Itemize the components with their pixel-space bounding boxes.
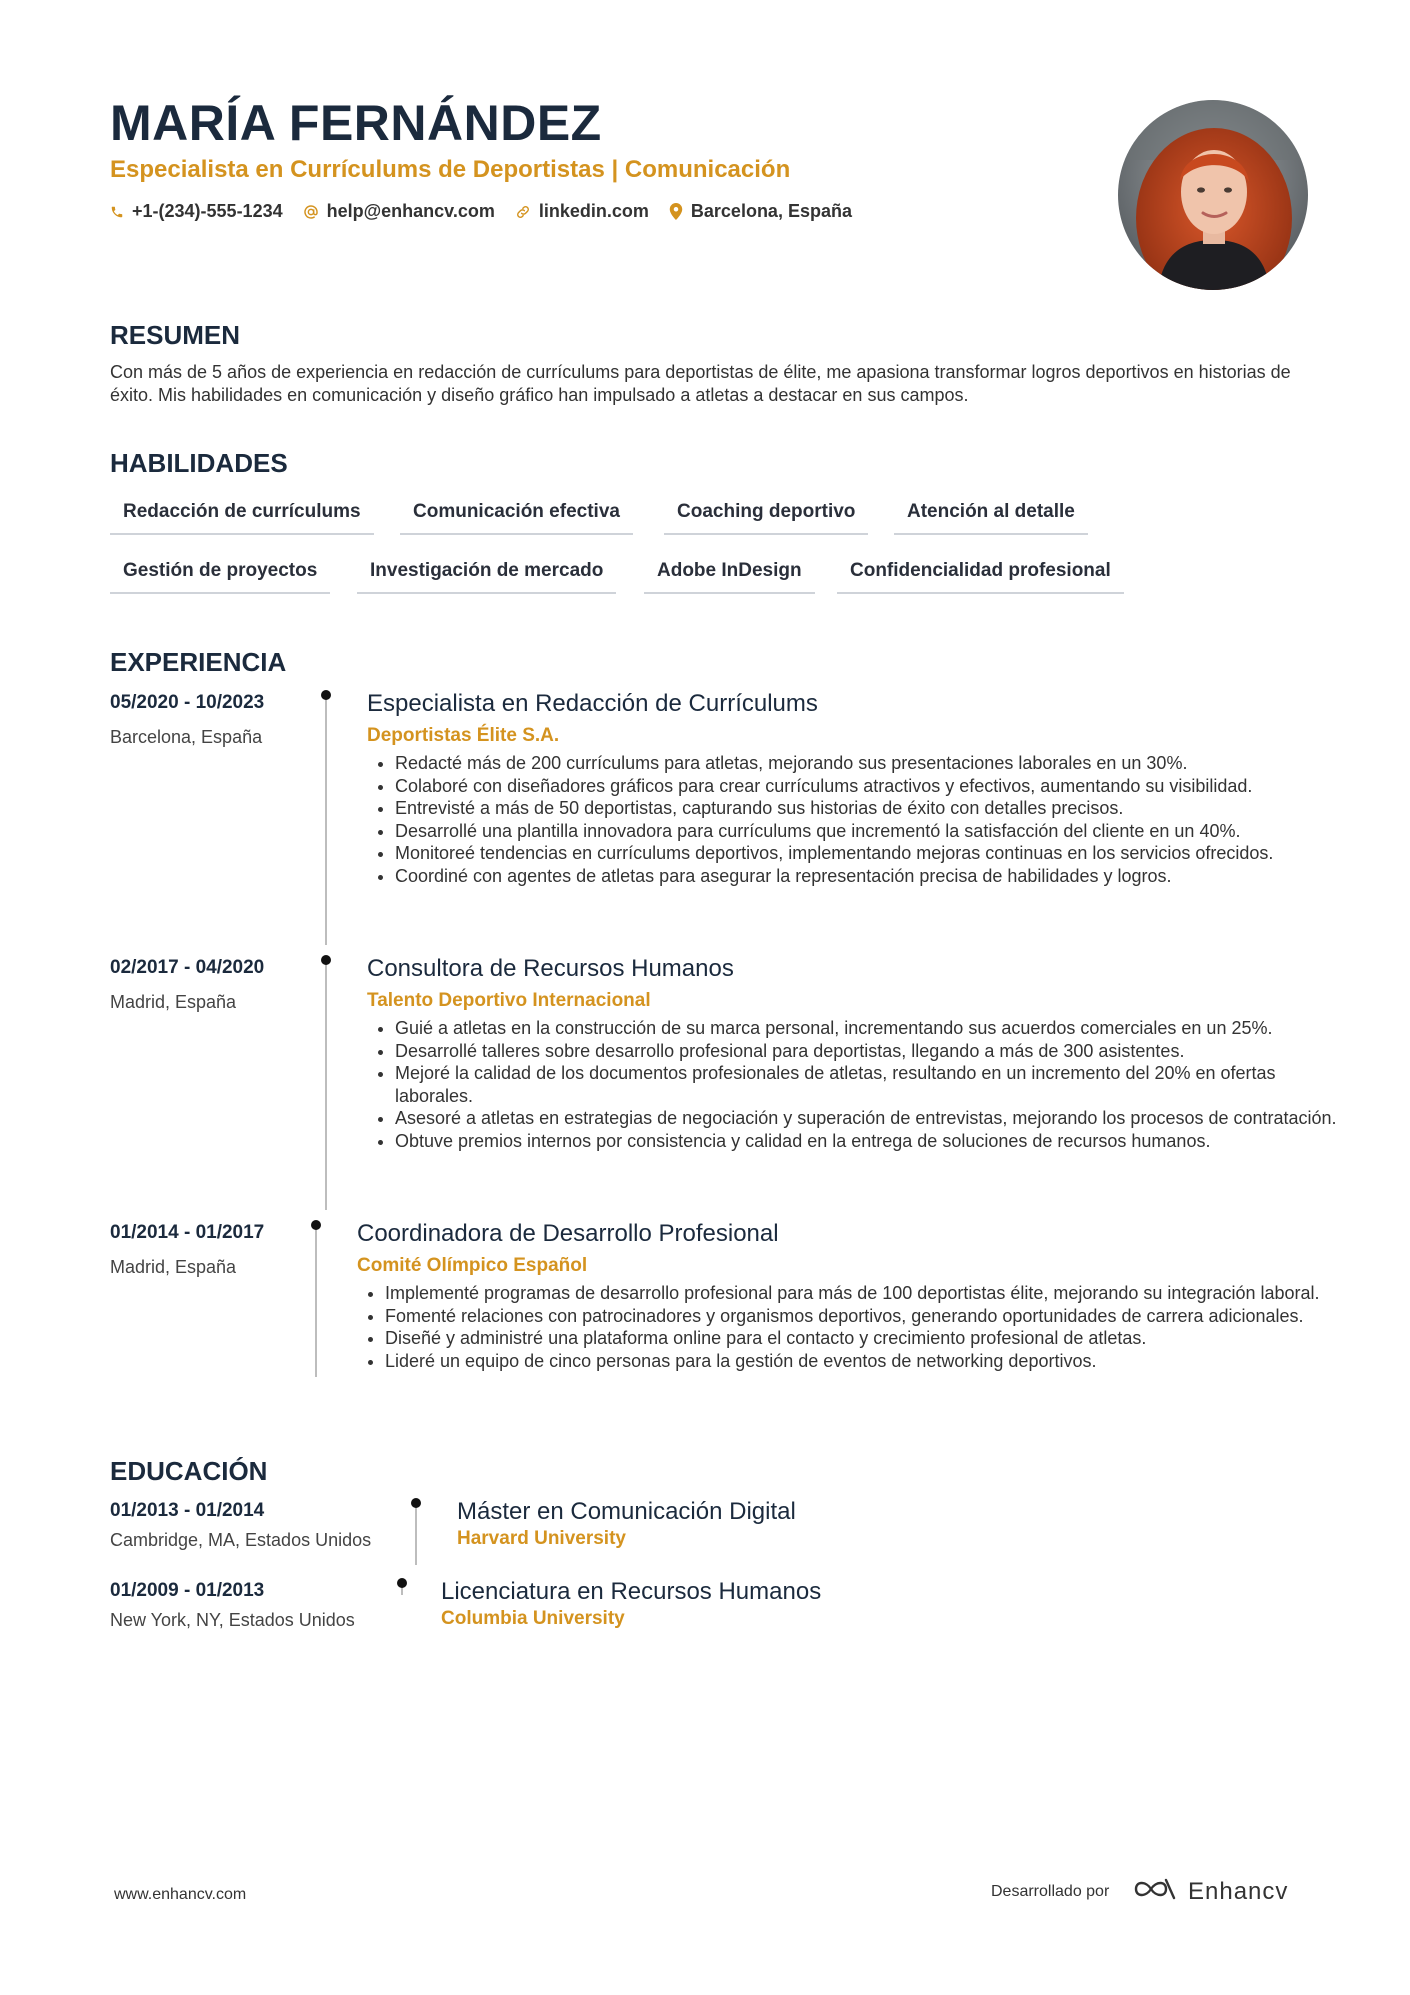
job-location: Barcelona, España xyxy=(110,727,263,747)
skill-tag: Adobe InDesign xyxy=(644,560,815,594)
enhancv-logo-icon xyxy=(1132,1876,1178,1907)
education-location: New York, NY, Estados Unidos xyxy=(110,1610,355,1630)
summary-text: Con más de 5 años de experiencia en redacción de currículums para deportistas de élite, me apasiona transformar logros deportivos en historias de éxito. Mis habilidades en comunicación y diseño gráfico han impulsado a atletas a destacar en sus campos. xyxy=(110,362,1291,405)
education-school: Columbia University xyxy=(441,1608,625,1629)
link-icon xyxy=(515,204,531,220)
job-company: Comité Olímpico Español xyxy=(357,1255,588,1276)
skill-tag: Investigación de mercado xyxy=(357,560,616,594)
job-bullet: • Fomenté relaciones con patrocinadores y organismos deportivos, generando oportunidades de carrera adicionales. xyxy=(385,1305,1340,1328)
job-bullet: • Colaboré con diseñadores gráficos para crear currículums atractivos y efectivos, aumentando su visibilidad. xyxy=(395,775,1340,798)
timeline-line xyxy=(415,1503,417,1565)
job-bullets xyxy=(367,1017,1340,1152)
skill-tag: Comunicación efectiva xyxy=(400,501,633,535)
job-company: Deportistas Élite S.A. xyxy=(367,725,560,746)
education-dates: 01/2013 - 01/2014 xyxy=(110,1500,265,1521)
job-company: Talento Deportivo Internacional xyxy=(367,990,651,1011)
footer-powered-by: Desarrollado por xyxy=(991,1883,1110,1900)
job-bullet: • Asesoré a atletas en estrategias de negociación y superación de entrevistas, mejorando los procesos de contratación. xyxy=(395,1107,1340,1130)
skill-tag: Gestión de proyectos xyxy=(110,560,330,594)
contact-email[interactable] xyxy=(303,201,495,222)
candidate-name: MARÍA FERNÁNDEZ xyxy=(110,95,602,151)
skill-tag: Atención al detalle xyxy=(894,501,1088,535)
job-location: Madrid, España xyxy=(110,992,237,1012)
candidate-headline: Especialista en Currículums de Deportistas | Comunicación xyxy=(110,156,791,183)
timeline-dot xyxy=(411,1498,421,1508)
job-bullet: • Redacté más de 200 currículums para atletas, mejorando sus presentaciones laborales en un 30%. xyxy=(395,752,1340,775)
job-bullet: • Coordiné con agentes de atletas para asegurar la representación precisa de habilidades y logros. xyxy=(395,865,1340,888)
job-title: Consultora de Recursos Humanos xyxy=(367,955,734,982)
contact-location xyxy=(669,201,852,222)
job-bullet: • Entrevisté a más de 50 deportistas, capturando sus historias de éxito con detalles precisos. xyxy=(395,797,1340,820)
at-icon xyxy=(303,204,319,220)
timeline-line xyxy=(315,1225,317,1377)
job-bullet: • Diseñé y administré una plataforma online para el contacto y crecimiento profesional de atletas. xyxy=(385,1327,1340,1350)
job-dates: 02/2017 - 04/2020 xyxy=(110,957,265,978)
job-bullet: • Monitoreé tendencias en currículums deportivos, implementando mejoras continuas en los servicios ofrecidos. xyxy=(395,842,1340,865)
education-location: Cambridge, MA, Estados Unidos xyxy=(110,1530,372,1550)
timeline-line xyxy=(325,960,327,1210)
email-text: help@enhancv.com xyxy=(326,201,495,221)
summary-heading: RESUMEN xyxy=(110,320,241,350)
footer-url[interactable]: www.enhancv.com xyxy=(114,1886,247,1903)
job-bullet: • Lideré un equipo de cinco personas para la gestión de eventos de networking deportivos. xyxy=(385,1350,1340,1373)
education-heading: EDUCACIÓN xyxy=(110,1456,268,1486)
profile-photo xyxy=(1118,100,1308,290)
skill-tag: Coaching deportivo xyxy=(664,501,868,535)
experience-heading: EXPERIENCIA xyxy=(110,647,287,677)
job-bullet: • Implementé programas de desarrollo profesional para más de 100 deportistas élite, mejorando su integración laboral. xyxy=(385,1282,1340,1305)
skill-tag: Redacción de currículums xyxy=(110,501,374,535)
skills-heading: HABILIDADES xyxy=(110,448,288,478)
timeline-line xyxy=(325,695,327,945)
job-bullets xyxy=(367,752,1340,887)
education-school: Harvard University xyxy=(457,1528,626,1549)
job-dates: 05/2020 - 10/2023 xyxy=(110,692,265,713)
brand-name: Enhancv xyxy=(1188,1877,1289,1905)
timeline-dot xyxy=(397,1578,407,1588)
job-location: Madrid, España xyxy=(110,1257,237,1277)
linkedin-text: linkedin.com xyxy=(538,201,649,221)
job-bullet: • Desarrollé talleres sobre desarrollo profesional para deportistas, llegando a más de 300 asistentes. xyxy=(395,1040,1340,1063)
education-dates: 01/2009 - 01/2013 xyxy=(110,1580,265,1601)
skill-tag: Confidencialidad profesional xyxy=(837,560,1124,594)
job-bullets xyxy=(357,1282,1340,1372)
location-pin-icon xyxy=(669,203,683,220)
job-dates: 01/2014 - 01/2017 xyxy=(110,1222,265,1243)
job-bullet: • Obtuve premios internos por consistencia y calidad en la entrega de soluciones de recursos humanos. xyxy=(395,1130,1340,1153)
timeline-dot xyxy=(321,690,331,700)
education-degree: Licenciatura en Recursos Humanos xyxy=(441,1578,822,1605)
phone-icon xyxy=(110,205,124,219)
education-degree: Máster en Comunicación Digital xyxy=(457,1498,796,1525)
job-title: Coordinadora de Desarrollo Profesional xyxy=(357,1220,779,1247)
phone-text: +1-(234)-555-1234 xyxy=(132,201,283,221)
contact-phone[interactable] xyxy=(110,201,283,222)
job-bullet: • Desarrollé una plantilla innovadora para currículums que incrementó la satisfacción del cliente en un 40%. xyxy=(395,820,1340,843)
location-text: Barcelona, España xyxy=(690,201,852,221)
contact-linkedin[interactable] xyxy=(515,201,649,222)
timeline-dot xyxy=(321,955,331,965)
job-bullet: • Mejoré la calidad de los documentos profesionales de atletas, resultando en un incremento del 20% en ofertas laborales. xyxy=(395,1062,1340,1107)
job-title: Especialista en Redacción de Currículums xyxy=(367,690,818,717)
job-bullet: • Guié a atletas en la construcción de su marca personal, incrementando sus acuerdos comerciales en un 25%. xyxy=(395,1017,1340,1040)
timeline-dot xyxy=(311,1220,321,1230)
brand-logo[interactable] xyxy=(1132,1876,1288,1907)
contact-bar xyxy=(110,201,852,222)
